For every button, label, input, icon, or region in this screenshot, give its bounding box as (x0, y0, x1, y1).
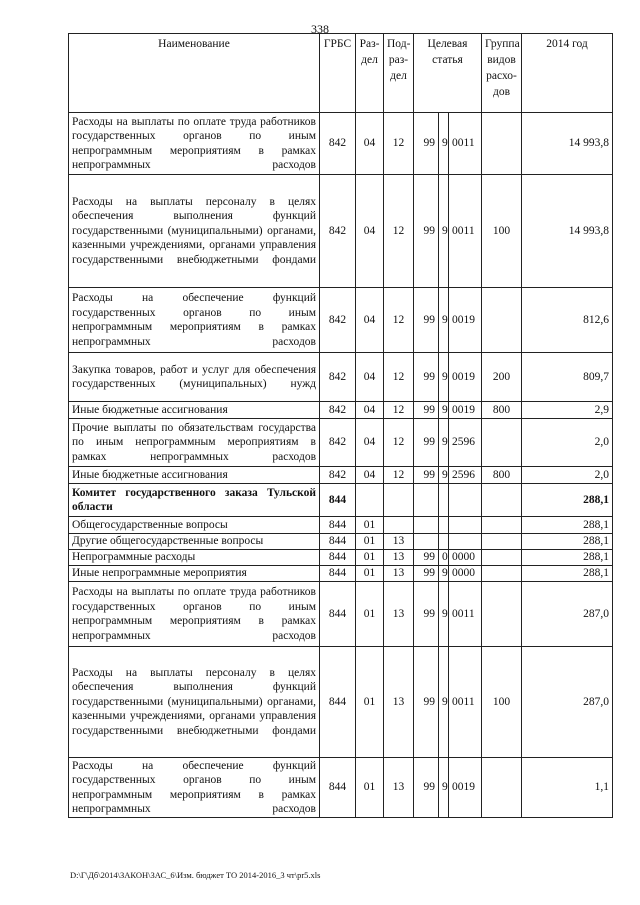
row-amount-cell: 14 993,8 (522, 113, 613, 175)
table-row (69, 566, 613, 582)
row-target-part2-cell (439, 534, 449, 550)
row-expense-group-cell (482, 288, 522, 353)
row-target-part2-cell: 9 (439, 467, 449, 484)
row-amount-cell: 809,7 (522, 353, 613, 402)
header-razdel: Раз-дел (356, 34, 384, 113)
row-target-part3-cell: 0019 (449, 288, 482, 353)
row-razdel-cell: 04 (356, 113, 384, 175)
row-target-part1-cell: 99 (414, 758, 439, 818)
row-grbs-cell: 844 (320, 582, 356, 647)
row-razdel-cell: 04 (356, 467, 384, 484)
row-target-part1-cell: 99 (414, 402, 439, 419)
table-row (69, 402, 613, 419)
row-target-part1-cell: 99 (414, 582, 439, 647)
row-expense-group-cell (482, 517, 522, 534)
row-podrazdel-cell: 12 (384, 419, 414, 467)
row-grbs-cell: 842 (320, 288, 356, 353)
header-podrazdel: Под-раз-дел (384, 34, 414, 113)
table-row (69, 175, 613, 288)
row-razdel-cell: 04 (356, 288, 384, 353)
row-grbs-cell: 844 (320, 517, 356, 534)
row-grbs-cell: 844 (320, 647, 356, 758)
row-expense-group-cell (482, 484, 522, 517)
row-razdel-cell: 04 (356, 419, 384, 467)
row-target-part3-cell: 0019 (449, 353, 482, 402)
row-name-cell: Иные бюджетные ассигнования (69, 467, 320, 484)
row-target-part3-cell (449, 484, 482, 517)
row-razdel-cell: 04 (356, 175, 384, 288)
row-podrazdel-cell: 13 (384, 566, 414, 582)
row-name-cell: Непрограммные расходы (69, 550, 320, 566)
row-target-part2-cell: 9 (439, 353, 449, 402)
header-target-article: Целевая статья (414, 34, 482, 113)
table-row (69, 353, 613, 402)
row-target-part2-cell (439, 517, 449, 534)
row-razdel-cell: 01 (356, 582, 384, 647)
row-target-part1-cell: 99 (414, 647, 439, 758)
row-expense-group-cell (482, 566, 522, 582)
row-name-cell: Закупка товаров, работ и услуг для обеспечения государственных (муниципальных) нужд (69, 353, 320, 402)
row-expense-group-cell (482, 419, 522, 467)
table-row (69, 419, 613, 467)
row-grbs-cell: 842 (320, 402, 356, 419)
row-target-part1-cell: 99 (414, 288, 439, 353)
row-target-part3-cell: 0011 (449, 175, 482, 288)
row-target-part1-cell (414, 517, 439, 534)
table-row (69, 113, 613, 175)
table-row (69, 758, 613, 818)
row-amount-cell: 287,0 (522, 647, 613, 758)
row-razdel-cell: 01 (356, 550, 384, 566)
row-name-cell: Комитет государственного заказа Тульской области (69, 484, 320, 517)
row-target-part2-cell: 9 (439, 175, 449, 288)
row-target-part3-cell (449, 534, 482, 550)
row-podrazdel-cell (384, 517, 414, 534)
row-podrazdel-cell: 12 (384, 467, 414, 484)
row-target-part2-cell: 9 (439, 419, 449, 467)
row-target-part3-cell: 0019 (449, 402, 482, 419)
row-amount-cell: 2,9 (522, 402, 613, 419)
row-razdel-cell: 04 (356, 353, 384, 402)
table-row (69, 484, 613, 517)
row-amount-cell: 2,0 (522, 467, 613, 484)
row-expense-group-cell: 100 (482, 647, 522, 758)
row-razdel-cell: 04 (356, 402, 384, 419)
row-name-cell: Расходы на выплаты по оплате труда работников государственных органов по иным непрограммным мероприятиям в рамках непрограммных расходов (69, 113, 320, 175)
row-expense-group-cell (482, 113, 522, 175)
row-name-cell: Иные непрограммные мероприятия (69, 566, 320, 582)
row-target-part2-cell: 9 (439, 402, 449, 419)
row-name-cell: Расходы на обеспечение функций государственных органов по иным непрограммным мероприятиям в рамках непрограммных расходов (69, 758, 320, 818)
header-year: 2014 год (522, 34, 613, 113)
row-name-cell: Расходы на обеспечение функций государственных органов по иным непрограммным мероприятиям в рамках непрограммных расходов (69, 288, 320, 353)
table-row (69, 467, 613, 484)
row-podrazdel-cell: 12 (384, 402, 414, 419)
row-target-part2-cell: 9 (439, 582, 449, 647)
row-expense-group-cell (482, 582, 522, 647)
row-amount-cell: 287,0 (522, 582, 613, 647)
row-expense-group-cell: 100 (482, 175, 522, 288)
row-grbs-cell: 844 (320, 484, 356, 517)
row-name-cell: Расходы на выплаты персоналу в целях обеспечения выполнения функций государственными (муниципальными) органами, казенными учреждениями, органами управления государственными внебюджетными фондами (69, 647, 320, 758)
row-razdel-cell: 01 (356, 647, 384, 758)
row-grbs-cell: 844 (320, 550, 356, 566)
budget-table (68, 33, 613, 818)
row-target-part3-cell (449, 517, 482, 534)
row-amount-cell: 288,1 (522, 550, 613, 566)
page-number: 338 (311, 22, 329, 36)
header-name: Наименование (69, 34, 320, 113)
table-row (69, 534, 613, 550)
row-target-part3-cell: 0011 (449, 647, 482, 758)
row-target-part1-cell: 99 (414, 419, 439, 467)
row-expense-group-cell (482, 550, 522, 566)
row-target-part1-cell: 99 (414, 467, 439, 484)
row-expense-group-cell (482, 758, 522, 818)
row-target-part2-cell (439, 484, 449, 517)
row-target-part2-cell: 9 (439, 288, 449, 353)
row-grbs-cell: 842 (320, 353, 356, 402)
row-name-cell: Расходы на выплаты по оплате труда работников государственных органов по иным непрограммным мероприятиям в рамках непрограммных расходов (69, 582, 320, 647)
row-target-part2-cell: 9 (439, 758, 449, 818)
row-grbs-cell: 842 (320, 175, 356, 288)
row-target-part1-cell: 99 (414, 550, 439, 566)
row-amount-cell: 288,1 (522, 517, 613, 534)
row-podrazdel-cell: 12 (384, 113, 414, 175)
row-podrazdel-cell: 12 (384, 353, 414, 402)
row-grbs-cell: 842 (320, 113, 356, 175)
file-path-footer: D:\Г\Дб\2014\ЗАКОН\ЗАС_6\Изм. бюджет ТО 2014-2016_3 чт\pr5.xls (70, 870, 321, 880)
row-razdel-cell (356, 484, 384, 517)
row-amount-cell: 288,1 (522, 534, 613, 550)
row-grbs-cell: 844 (320, 534, 356, 550)
row-grbs-cell: 842 (320, 467, 356, 484)
table-row (69, 517, 613, 534)
row-razdel-cell: 01 (356, 517, 384, 534)
row-amount-cell: 288,1 (522, 566, 613, 582)
row-target-part2-cell: 9 (439, 566, 449, 582)
row-target-part1-cell: 99 (414, 113, 439, 175)
row-name-cell: Другие общегосударственные вопросы (69, 534, 320, 550)
row-razdel-cell: 01 (356, 534, 384, 550)
table-row (69, 582, 613, 647)
header-expense-group: Группа видов расхо-дов (482, 34, 522, 113)
header-grbs: ГРБС (320, 34, 356, 113)
row-razdel-cell: 01 (356, 758, 384, 818)
row-name-cell: Иные бюджетные ассигнования (69, 402, 320, 419)
row-grbs-cell: 844 (320, 566, 356, 582)
row-podrazdel-cell: 12 (384, 288, 414, 353)
row-target-part2-cell: 9 (439, 647, 449, 758)
row-target-part3-cell: 0011 (449, 113, 482, 175)
row-target-part1-cell: 99 (414, 566, 439, 582)
row-expense-group-cell: 800 (482, 402, 522, 419)
row-amount-cell: 14 993,8 (522, 175, 613, 288)
table-row (69, 647, 613, 758)
row-target-part3-cell: 2596 (449, 467, 482, 484)
row-target-part3-cell: 0019 (449, 758, 482, 818)
row-podrazdel-cell: 13 (384, 582, 414, 647)
row-podrazdel-cell: 13 (384, 550, 414, 566)
row-grbs-cell: 842 (320, 419, 356, 467)
table-row (69, 288, 613, 353)
row-name-cell: Прочие выплаты по обязательствам государства по иным непрограммным мероприятиям в рамках непрограммных расходов (69, 419, 320, 467)
row-amount-cell: 812,6 (522, 288, 613, 353)
row-razdel-cell: 01 (356, 566, 384, 582)
row-podrazdel-cell: 12 (384, 175, 414, 288)
row-podrazdel-cell (384, 484, 414, 517)
row-target-part2-cell: 0 (439, 550, 449, 566)
header-row (69, 34, 613, 113)
row-amount-cell: 288,1 (522, 484, 613, 517)
row-podrazdel-cell: 13 (384, 758, 414, 818)
row-podrazdel-cell: 13 (384, 534, 414, 550)
row-grbs-cell: 844 (320, 758, 356, 818)
row-target-part1-cell: 99 (414, 175, 439, 288)
row-expense-group-cell (482, 534, 522, 550)
table-row (69, 550, 613, 566)
row-target-part1-cell: 99 (414, 353, 439, 402)
row-target-part1-cell (414, 484, 439, 517)
row-target-part3-cell: 0000 (449, 566, 482, 582)
row-target-part3-cell: 2596 (449, 419, 482, 467)
row-target-part3-cell: 0000 (449, 550, 482, 566)
row-name-cell: Расходы на выплаты персоналу в целях обеспечения выполнения функций государственными (муниципальными) органами, казенными учреждениями, органами управления государственными внебюджетными фондами (69, 175, 320, 288)
row-expense-group-cell: 800 (482, 467, 522, 484)
row-target-part1-cell (414, 534, 439, 550)
row-name-cell: Общегосударственные вопросы (69, 517, 320, 534)
row-amount-cell: 2,0 (522, 419, 613, 467)
row-target-part2-cell: 9 (439, 113, 449, 175)
row-expense-group-cell: 200 (482, 353, 522, 402)
row-target-part3-cell: 0011 (449, 582, 482, 647)
row-podrazdel-cell: 13 (384, 647, 414, 758)
row-amount-cell: 1,1 (522, 758, 613, 818)
